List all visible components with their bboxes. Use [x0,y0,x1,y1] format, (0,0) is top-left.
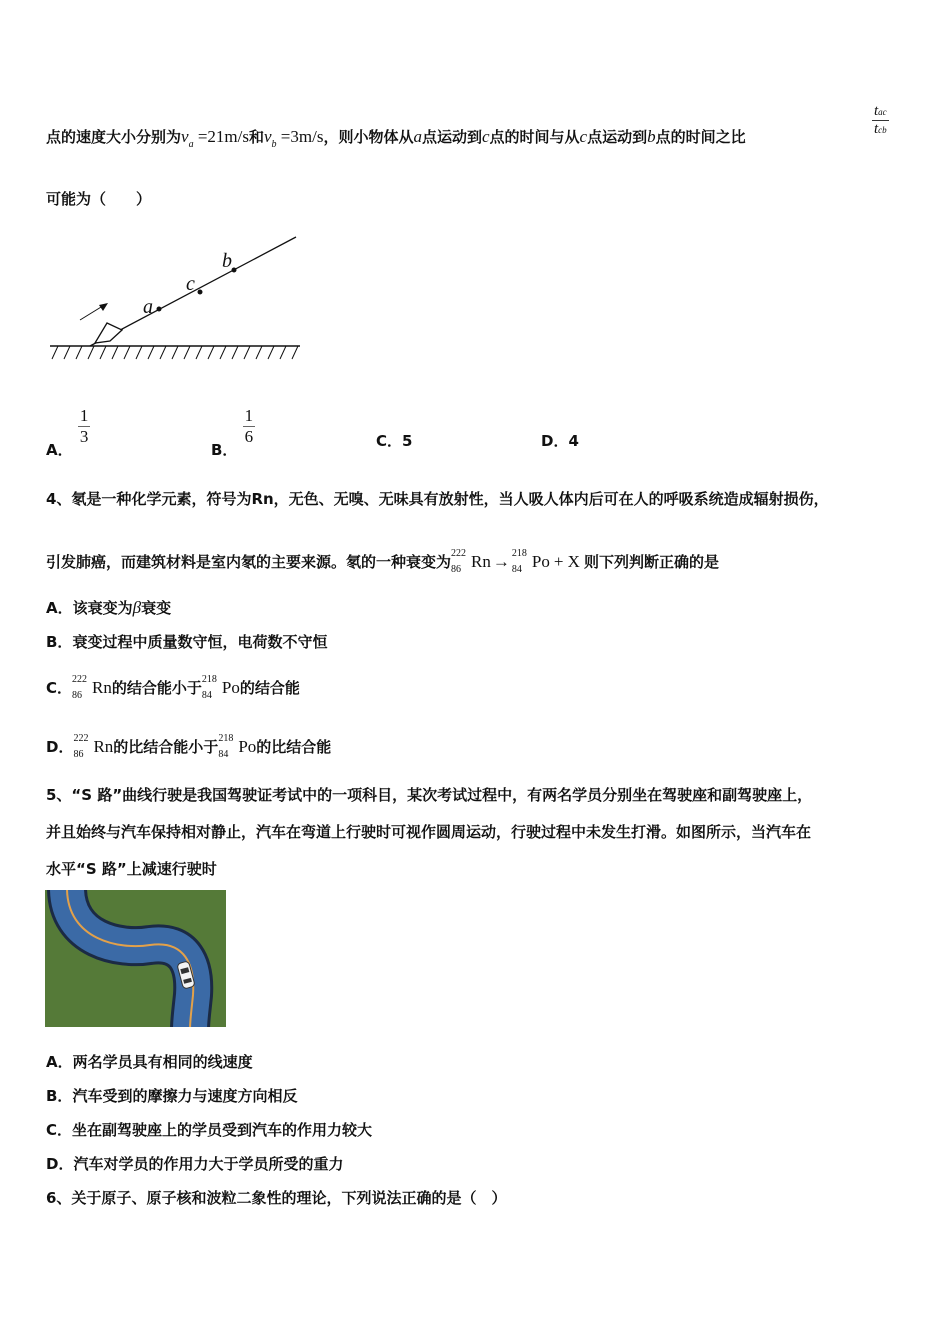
q4-text: 引发肺癌，而建筑材料是室内氡的主要来源。氡的一种衰变为 [46,553,452,571]
option-text: 两名学员具有相同的线速度 [72,1053,253,1071]
option-text: 衰变 [141,599,172,617]
time-ratio-fraction [872,103,889,138]
va-symbol [181,127,249,150]
option-letter: B． [46,633,73,651]
q3-and: 和 [248,128,264,146]
point-b: b [647,127,656,146]
q5-option-a[interactable] [46,1052,253,1072]
q5-option-d[interactable] [46,1154,343,1174]
arrow-icon: → [492,552,510,571]
q4-option-d[interactable] [46,733,332,760]
option-text: 的比结合能小于 [113,738,219,756]
q3-text: 点运动到 [587,128,648,146]
option-letter: D． [46,738,74,756]
option-text: 的比结合能 [256,738,332,756]
option-text: 汽车对学员的作用力大于学员所受的重力 [73,1155,344,1173]
q3-text: ，则小物体从 [323,128,414,146]
option-value: 5 [402,432,413,450]
option-letter: D． [46,1155,74,1173]
option-value: 4 [568,432,579,450]
va-value: =21m/s [197,127,249,146]
ratio-den: t [874,121,879,137]
q4-option-a[interactable] [46,598,171,618]
option-letter: C． [46,1121,73,1139]
s-road-figure [45,890,226,1027]
po-symbol: Po [531,552,550,571]
option-letter: C． [46,679,73,697]
beta-symbol: β [132,598,142,617]
rn-mass: 222 [72,674,88,685]
q3-option-b[interactable] [211,406,255,459]
rn-z: 86 [451,564,462,575]
va-var: v [181,127,189,146]
q3-text: 点运动到 [421,128,482,146]
q5-line2: 并且始终与汽车保持相对静止，汽车在弯道上行驶时可视作圆周运动，行驶过程中未发生打滑。如图所示，当汽车在 [46,823,812,841]
q3-option-c[interactable] [376,430,412,451]
q5-line3: 水平“S 路”上减速行驶时 [46,860,217,878]
rn-symbol: Rn [471,552,491,571]
q5-option-c[interactable] [46,1120,372,1140]
rn-nuclide [73,733,114,760]
q3-option-d[interactable] [541,430,579,451]
vb-value: =3m/s [280,127,324,146]
q3-line2: 可能为（ ） [46,190,152,208]
option-text: 衰变过程中质量数守恒，电荷数不守恒 [72,633,328,651]
po-nuclide [218,733,257,760]
rn-mass: 222 [73,733,89,744]
po-symbol: Po [221,678,240,697]
po-z: 84 [511,564,522,575]
point-c-dot [198,290,203,295]
point-a-dot [157,307,162,312]
q6-line1: 6、关于原子、原子核和波粒二象性的理论，下列说法正确的是（ ） [46,1189,507,1207]
q3-text: 点的时间与从 [489,128,580,146]
plus-x: + X [553,552,580,571]
frac-den: 3 [79,427,89,446]
point-b-dot [232,268,237,273]
q5-line1: 5、“S 路”曲线行驶是我国驾驶证考试中的一项科目，某次考试过程中，有两名学员分别坐在驾驶座和副驾驶座上， [46,786,813,804]
q4-text: 则下列判断正确的是 [583,553,719,571]
q3-option-a[interactable] [46,406,90,459]
label-c: c [186,273,195,295]
option-text: 汽车受到的摩擦力与速度方向相反 [72,1087,298,1105]
option-letter: A． [46,441,73,459]
rn-nuclide [451,548,491,575]
point-c: c [579,127,588,146]
option-text: 坐在副驾驶座上的学员受到汽车的作用力较大 [72,1121,373,1139]
po-z: 84 [218,749,229,760]
rn-nuclide [72,674,112,701]
frac-num: 1 [244,406,254,425]
option-letter: B． [211,441,238,459]
block [95,323,122,343]
vb-symbol [263,127,324,150]
option-text: 该衰变为 [72,599,133,617]
option-letter: A． [46,599,73,617]
option-letter: C． [376,432,403,450]
vb-sub: b [271,139,277,150]
q4-option-c[interactable] [46,674,300,701]
ratio-num: t [874,103,879,119]
option-fraction [243,406,256,447]
option-fraction [78,406,91,447]
va-sub: a [188,139,194,150]
rn-z: 86 [73,749,84,760]
q4-line1: 4、氡是一种化学元素，符号为Rn，无色、无嗅、无味具有放射性，当人吸人体内后可在人的呼吸系统造成辐射损伤， [46,490,829,508]
po-nuclide [201,674,240,701]
option-letter: D． [541,432,569,450]
q5-option-b[interactable] [46,1086,297,1106]
point-c: c [481,127,490,146]
rn-symbol: Rn [92,678,112,697]
point-a: a [413,127,422,146]
frac-num: 1 [79,406,89,425]
option-text: 的结合能小于 [111,679,202,697]
vb-var: v [263,127,272,146]
incline-figure [50,230,310,365]
label-a: a [143,296,153,318]
po-mass: 218 [218,733,234,744]
rn-mass: 222 [451,548,467,559]
q4-line2 [46,548,719,575]
frac-den: 6 [244,427,254,446]
q4-option-b[interactable] [46,632,327,652]
po-z: 84 [201,690,212,701]
po-nuclide [511,548,550,575]
ratio-den-sub: cb [878,125,887,135]
rn-symbol: Rn [93,737,114,756]
q3-text: 点的时间之比 [655,128,746,146]
option-letter: B． [46,1087,73,1105]
ratio-num-sub: ac [878,107,887,117]
option-text: 的结合能 [239,679,300,697]
q3-text: 点的速度大小分别为 [46,128,182,146]
label-b: b [222,250,232,272]
q3-line1 [46,127,746,155]
po-mass: 218 [511,548,527,559]
option-letter: A． [46,1053,73,1071]
po-mass: 218 [201,674,217,685]
rn-z: 86 [72,690,83,701]
po-symbol: Po [238,737,257,756]
